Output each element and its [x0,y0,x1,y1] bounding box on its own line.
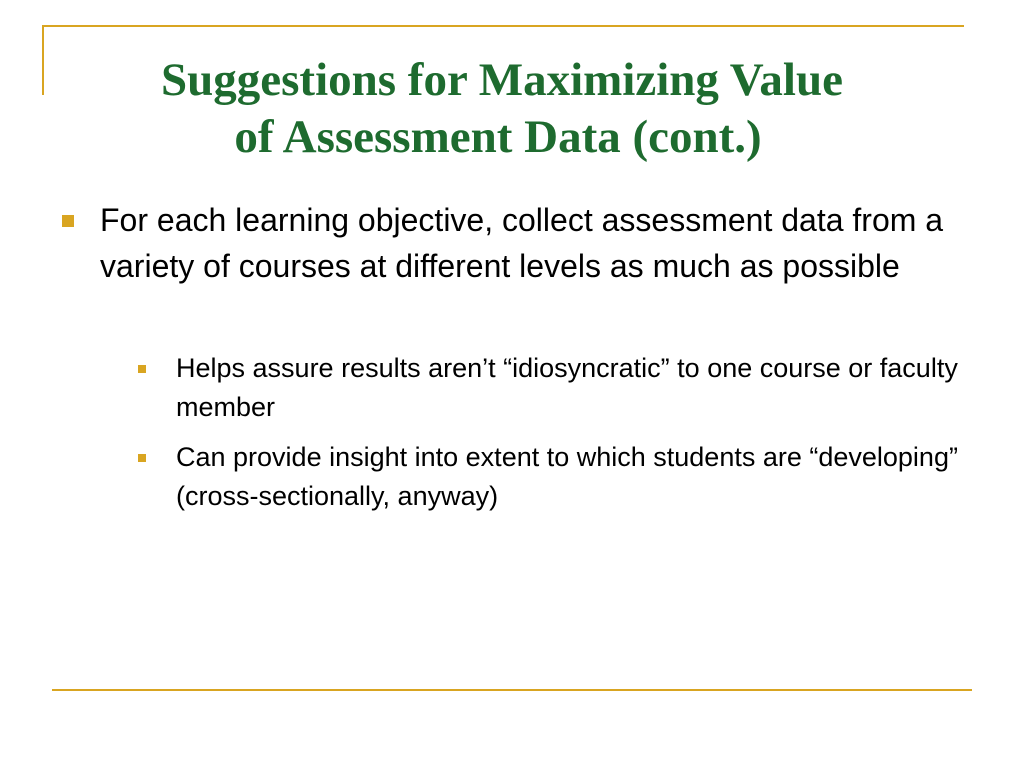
slide-title-line-2: of Assessment Data (cont.) [234,111,762,163]
slide-title [0,52,1004,166]
slide-title-line-1: Suggestions for Maximizing Value [160,54,843,106]
sub-bullet-item [138,349,978,427]
sub-bullet-text: Can provide insight into extent to which students are “developing” (cross-sectionally, anyway) [176,442,958,511]
top-frame-rule [42,25,964,27]
sub-bullet-item [138,438,978,516]
bullet-item [62,197,962,289]
square-bullet-icon [62,215,74,227]
square-bullet-icon [138,454,146,462]
bottom-rule [52,689,972,691]
sub-bullet-text: Helps assure results aren’t “idiosyncratic” to one course or faculty member [176,353,958,422]
bullet-text: For each learning objective, collect assessment data from a variety of courses at different levels as much as possible [100,202,944,284]
square-bullet-icon [138,365,146,373]
